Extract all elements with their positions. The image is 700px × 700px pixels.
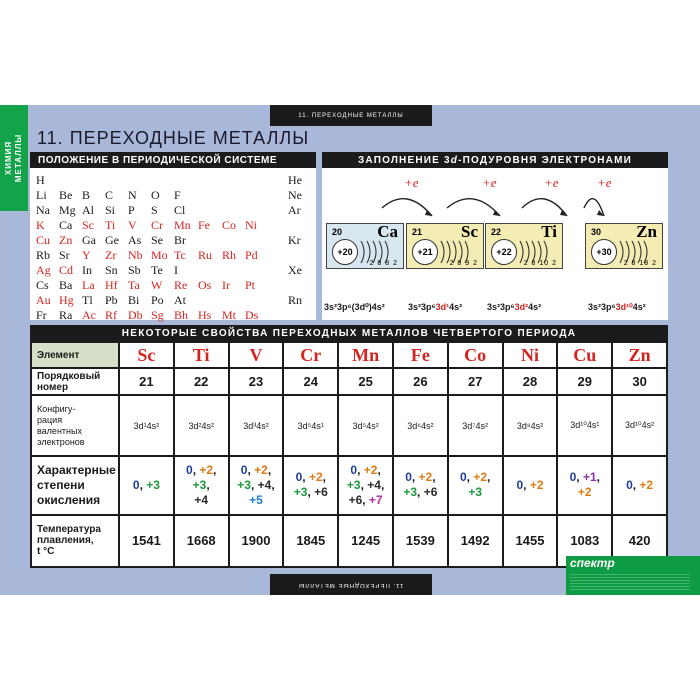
atomic-number: 20 — [332, 227, 343, 237]
oxidation-state: +4 — [367, 477, 381, 492]
oxidation-line: 0, +3 — [132, 477, 160, 492]
element-H: H — [36, 173, 45, 187]
oxidation-line: 0, +2 — [626, 477, 654, 492]
element-Sr: Sr — [59, 248, 70, 262]
element-P: P — [128, 203, 135, 217]
atomic-number-cell: 28 — [503, 368, 558, 395]
element-Co: Co — [222, 218, 237, 232]
oxidation-state: +3 — [146, 477, 160, 492]
element-Mn: Mn — [174, 218, 191, 232]
electron-config: 3s²3p⁶(3d⁰)4s² — [324, 302, 385, 312]
element-Mg: Mg — [59, 203, 76, 217]
atomic-number-cell: 24 — [283, 368, 338, 395]
plus-electron-label: +e — [482, 175, 497, 190]
oxidation-state: +4 — [257, 477, 272, 492]
nucleus: +30 — [591, 239, 617, 265]
element-Y: Y — [82, 248, 91, 262]
row-oxidation — [31, 456, 667, 515]
atomic-number: 21 — [412, 227, 423, 237]
oxidation-state: +6 — [348, 492, 363, 507]
config-3d-part: 3d¹ — [435, 302, 450, 312]
plus-electron-label: +e — [544, 175, 559, 190]
oxidation-state: 0 — [240, 462, 248, 477]
element-symbol: Zn — [612, 342, 667, 368]
atom-box-Zn — [585, 223, 663, 269]
element-Mo: Mo — [151, 248, 168, 262]
element-Al: Al — [82, 203, 94, 217]
element-symbol: Ni — [503, 342, 558, 368]
element-Zn: Zn — [59, 233, 73, 247]
element-Si: Si — [105, 203, 116, 217]
element-Ca: Ca — [59, 218, 73, 232]
oxidation-cell — [338, 456, 393, 515]
electron-distribution: 2 8 18 2 — [623, 260, 657, 267]
oxidation-cell — [503, 456, 558, 515]
melting-point-cell: 1492 — [448, 515, 503, 567]
oxidation-state: +2 — [473, 470, 488, 485]
section-header-position: ПОЛОЖЕНИЕ В ПЕРИОДИЧЕСКОЙ СИСТЕМЕ — [30, 152, 316, 168]
oxidation-cell — [612, 456, 667, 515]
oxidation-state: +3 — [468, 485, 483, 500]
element-W: W — [151, 278, 163, 292]
oxidation-state: 0 — [626, 477, 633, 492]
atomic-number-cell: 29 — [557, 368, 612, 395]
oxidation-line: 0, +2, — [240, 462, 272, 477]
label-line: рация — [37, 414, 63, 425]
element-V: V — [128, 218, 137, 232]
element-Cr: Cr — [151, 218, 163, 232]
label-line: Порядковый — [37, 370, 101, 382]
element-Bi: Bi — [128, 293, 140, 307]
label-config — [31, 395, 119, 456]
arrow-head — [493, 210, 500, 216]
electron-config: 3s²3p⁶3d²4s² — [487, 302, 542, 312]
element-Ti: Ti — [105, 218, 116, 232]
atom-box-Sc — [406, 223, 484, 269]
oxidation-cell — [393, 456, 448, 515]
oxidation-line: +3, — [192, 477, 210, 492]
valence-config-cell: 3d¹⁰4s¹ — [557, 395, 612, 456]
element-At: At — [174, 293, 186, 307]
oxidation-state: 0 — [516, 477, 524, 492]
config-3d-part: 3d² — [514, 302, 529, 312]
label-line: степени — [37, 477, 85, 492]
element-Br: Br — [174, 233, 186, 247]
element-Re: Re — [174, 278, 188, 292]
element-C: C — [105, 188, 114, 202]
valence-config-cell: 3d⁷4s² — [448, 395, 503, 456]
periodic-table-fragment — [30, 168, 316, 320]
oxidation-state: 0 — [186, 462, 193, 477]
element-Po: Po — [151, 293, 164, 307]
melting-point-cell: 1845 — [283, 515, 338, 567]
oxidation-state: 0 — [459, 470, 467, 485]
arrow-head — [425, 210, 432, 216]
oxidation-line — [558, 485, 611, 500]
plus-electron-label: +e — [404, 175, 419, 190]
page-title: 11. ПЕРЕХОДНЫЕ МЕТАЛЛЫ — [37, 128, 310, 148]
oxidation-cell — [557, 456, 612, 515]
element-Os: Os — [198, 278, 212, 292]
label-line: Температура — [37, 524, 101, 536]
oxidation-state: 0 — [405, 470, 412, 485]
element-Ga: Ga — [82, 233, 96, 247]
element-Rb: Rb — [36, 248, 51, 262]
element-La: La — [82, 278, 95, 292]
oxidation-state: +3 — [237, 477, 251, 492]
config-3d-part: 3d¹⁰ — [615, 302, 633, 312]
element-symbol: Ti — [174, 342, 229, 368]
melting-point-cell: 1900 — [229, 515, 284, 567]
bottom-tab — [270, 574, 432, 595]
element-symbol: Mn — [338, 342, 393, 368]
element-Fr: Fr — [36, 308, 47, 322]
valence-config-cell: 3d¹4s² — [119, 395, 174, 456]
oxidation-line: 0, +2, — [405, 470, 436, 485]
oxidation-state: +2 — [254, 462, 268, 477]
element-As: As — [128, 233, 142, 247]
oxidation-state: +5 — [249, 492, 263, 507]
melting-point-cell: 1245 — [338, 515, 393, 567]
atomic-number-cell: 21 — [119, 368, 174, 395]
melting-point-cell: 1541 — [119, 515, 174, 567]
atom-symbol: Ti — [541, 222, 557, 241]
oxidation-line: 0, +2, — [186, 462, 217, 477]
element-Cd: Cd — [59, 263, 74, 277]
oxidation-state: +7 — [368, 492, 383, 507]
element-Fe: Fe — [198, 218, 210, 232]
element-Hg: Hg — [59, 293, 74, 307]
valence-config-cell: 3d²4s² — [174, 395, 229, 456]
oxidation-state: +2 — [418, 470, 433, 485]
element-Ne: Ne — [288, 188, 302, 202]
row-element — [31, 342, 667, 368]
label-line: Характерные — [37, 462, 116, 477]
publisher-name: спектр — [570, 556, 615, 570]
element-F: F — [174, 188, 181, 202]
oxidation-line: +3, +6 — [293, 485, 328, 500]
oxidation-state: +2 — [529, 477, 544, 492]
element-Sc: Sc — [82, 218, 94, 232]
element-Zr: Zr — [105, 248, 117, 262]
oxidation-state: 0 — [350, 462, 358, 477]
label-melting — [31, 515, 119, 567]
oxidation-state: +3 — [403, 485, 418, 500]
element-symbol: V — [229, 342, 284, 368]
element-In: In — [82, 263, 92, 277]
element-Ir: Ir — [222, 278, 230, 292]
melting-point-cell: 420 — [612, 515, 667, 567]
atom-symbol: Zn — [636, 222, 657, 241]
oxidation-state: +6 — [423, 485, 438, 500]
element-Ar: Ar — [288, 203, 301, 217]
oxidation-cell — [229, 456, 284, 515]
nucleus: +20 — [332, 239, 358, 265]
element-Nb: Nb — [128, 248, 143, 262]
element-B: B — [82, 188, 91, 202]
section-header-properties: НЕКОТОРЫЕ СВОЙСТВА ПЕРЕХОДНЫХ МЕТАЛЛОВ ЧЕТВЕРТОГО ПЕРИОДА — [30, 325, 668, 341]
label-line: окисления — [37, 492, 101, 507]
melting-point-cell: 1455 — [503, 515, 558, 567]
oxidation-state: +2 — [577, 485, 592, 500]
oxidation-cell — [174, 456, 229, 515]
melting-point-cell: 1539 — [393, 515, 448, 567]
oxidation-line — [230, 493, 283, 508]
oxidation-line: 0, +2, — [459, 470, 491, 485]
row-number — [31, 368, 667, 395]
label-line: плавления, — [37, 535, 94, 547]
valence-config-cell: 3d³4s² — [229, 395, 284, 456]
atom-box-Ca — [326, 223, 404, 269]
element-Tl: Tl — [82, 293, 93, 307]
electron-config: 3s²3p⁶3d¹4s² — [408, 302, 463, 312]
properties-table — [30, 341, 668, 568]
side-label-topic: МЕТАЛЛЫ — [14, 133, 24, 183]
element-symbol: Co — [448, 342, 503, 368]
d-letter: d — [450, 154, 459, 166]
fill-3d-panel — [322, 168, 668, 320]
side-label-subject: ХИМИЯ — [4, 140, 14, 176]
element-symbol: Cu — [557, 342, 612, 368]
valence-config-cell: 3d⁶4s² — [393, 395, 448, 456]
element-symbol: Cr — [283, 342, 338, 368]
label-line: валентных — [37, 425, 82, 436]
transition-arrow — [382, 199, 432, 216]
element-Na: Na — [36, 203, 50, 217]
oxidation-state: +2 — [639, 477, 654, 492]
atomic-number-cell: 26 — [393, 368, 448, 395]
element-Hs: Hs — [198, 308, 212, 322]
label-number — [31, 368, 119, 395]
element-Se: Se — [151, 233, 163, 247]
atomic-number: 22 — [491, 227, 502, 237]
label-line: Конфигу- — [37, 403, 76, 414]
element-Ge: Ge — [105, 233, 119, 247]
top-tab: 11. ПЕРЕХОДНЫЕ МЕТАЛЛЫ — [270, 105, 432, 126]
element-Sg: Sg — [151, 308, 164, 322]
element-N: N — [128, 188, 137, 202]
element-Ds: Ds — [245, 308, 259, 322]
valence-config-cell: 3d¹⁰4s² — [612, 395, 667, 456]
oxidation-state: +6 — [314, 485, 328, 500]
oxidation-line: 0, +1, — [569, 470, 600, 485]
oxidation-state: +2 — [199, 462, 214, 477]
nucleus: +22 — [491, 239, 517, 265]
melting-point-cell: 1668 — [174, 515, 229, 567]
element-Ni: Ni — [245, 218, 257, 232]
atomic-number-cell: 27 — [448, 368, 503, 395]
plus-electron-label: +e — [597, 175, 612, 190]
atomic-number: 30 — [591, 227, 602, 237]
oxidation-line: 0, +2, — [295, 470, 326, 485]
electron-config: 3s²3p⁶3d¹⁰4s² — [588, 302, 646, 312]
oxidation-line: +3, +4, — [237, 477, 275, 492]
electron-distribution: 2 8 9 2 — [449, 260, 478, 267]
element-symbol: Fe — [393, 342, 448, 368]
valence-config-cell: 3d⁵4s² — [338, 395, 393, 456]
oxidation-state: 0 — [295, 470, 303, 485]
oxidation-line — [449, 485, 502, 500]
atomic-number-cell: 25 — [338, 368, 393, 395]
element-Ag: Ag — [36, 263, 51, 277]
element-Ta: Ta — [128, 278, 140, 292]
element-Tc: Tc — [174, 248, 186, 262]
label-element: Элемент — [31, 342, 119, 368]
element-Kr: Kr — [288, 233, 301, 247]
atomic-number-cell: 23 — [229, 368, 284, 395]
oxidation-state: +1 — [582, 470, 597, 485]
element-Xe: Xe — [288, 263, 302, 277]
oxidation-line: +6, +7 — [348, 492, 383, 507]
element-I: I — [174, 263, 178, 277]
element-Mt: Mt — [222, 308, 237, 322]
element-Pb: Pb — [105, 293, 118, 307]
oxidation-line: +3, +6 — [403, 485, 438, 500]
element-S: S — [151, 203, 158, 217]
element-K: K — [36, 218, 45, 232]
oxidation-state: 0 — [569, 470, 577, 485]
element-Cu: Cu — [36, 233, 51, 247]
element-Te: Te — [151, 263, 163, 277]
atom-box-Ti — [485, 223, 563, 269]
transition-arrow — [447, 199, 500, 216]
element-Pd: Pd — [245, 248, 258, 262]
element-Hf: Hf — [105, 278, 118, 292]
electron-distribution: 2 8 10 2 — [523, 260, 557, 267]
element-Li: Li — [36, 188, 47, 202]
element-Db: Db — [128, 308, 143, 322]
label-line: t °C — [37, 546, 55, 558]
row-config — [31, 395, 667, 456]
element-Cs: Cs — [36, 278, 49, 292]
side-label — [0, 105, 28, 211]
valence-config-cell: 3d⁵4s¹ — [283, 395, 338, 456]
element-Rn: Rn — [288, 293, 303, 307]
element-Ac: Ac — [82, 308, 96, 322]
element-Ru: Ru — [198, 248, 213, 262]
element-He: He — [288, 173, 302, 187]
electron-distribution: 2 8 8 2 — [369, 260, 398, 267]
oxidation-state: +2 — [363, 462, 378, 477]
oxidation-cell — [283, 456, 338, 515]
oxidation-line: 0, +2, — [350, 462, 381, 477]
oxidation-state: +3 — [192, 477, 207, 492]
transition-arrow — [522, 199, 567, 216]
element-symbol: Sc — [119, 342, 174, 368]
element-Be: Be — [59, 188, 73, 202]
atomic-number-cell: 22 — [174, 368, 229, 395]
bottom-tab-label: 11. ПЕРЕХОДНЫЕ МЕТАЛЛЫ — [298, 581, 404, 588]
element-Ba: Ba — [59, 278, 73, 292]
oxidation-line: +3, +4, — [346, 477, 385, 492]
atom-symbol: Sc — [461, 222, 478, 241]
valence-config-cell: 3d⁸4s² — [503, 395, 558, 456]
oxidation-state: +4 — [194, 492, 209, 507]
atom-symbol: Ca — [377, 222, 398, 241]
oxidation-state: 0 — [132, 477, 140, 492]
element-Ra: Ra — [59, 308, 73, 322]
atomic-number-cell: 30 — [612, 368, 667, 395]
element-Rf: Rf — [105, 308, 117, 322]
oxidation-state: +3 — [346, 477, 361, 492]
oxidation-cell — [119, 456, 174, 515]
oxidation-state: +2 — [308, 470, 323, 485]
publisher-fine-print — [570, 572, 690, 590]
label-line: номер — [37, 381, 69, 393]
oxidation-line: 0, +2 — [516, 477, 544, 492]
element-Bh: Bh — [174, 308, 189, 322]
element-Cl: Cl — [174, 203, 186, 217]
element-O: O — [151, 188, 160, 202]
oxidation-state: +3 — [293, 485, 308, 500]
element-Rh: Rh — [222, 248, 237, 262]
element-Pt: Pt — [245, 278, 256, 292]
oxidation-line — [175, 493, 228, 508]
oxidation-cell — [448, 456, 503, 515]
label-oxidation — [31, 456, 119, 515]
element-Au: Au — [36, 293, 51, 307]
section-header-fill: ЗАПОЛНЕНИЕ 3 d -ПОДУРОВНЯ ЭЛЕКТРОНАМИ — [322, 152, 668, 168]
label-line: электронов — [37, 436, 85, 447]
melting-point-cell: 1083 — [557, 515, 612, 567]
publisher-logo — [566, 556, 700, 595]
nucleus: +21 — [412, 239, 438, 265]
element-Sb: Sb — [128, 263, 141, 277]
element-Sn: Sn — [105, 263, 118, 277]
